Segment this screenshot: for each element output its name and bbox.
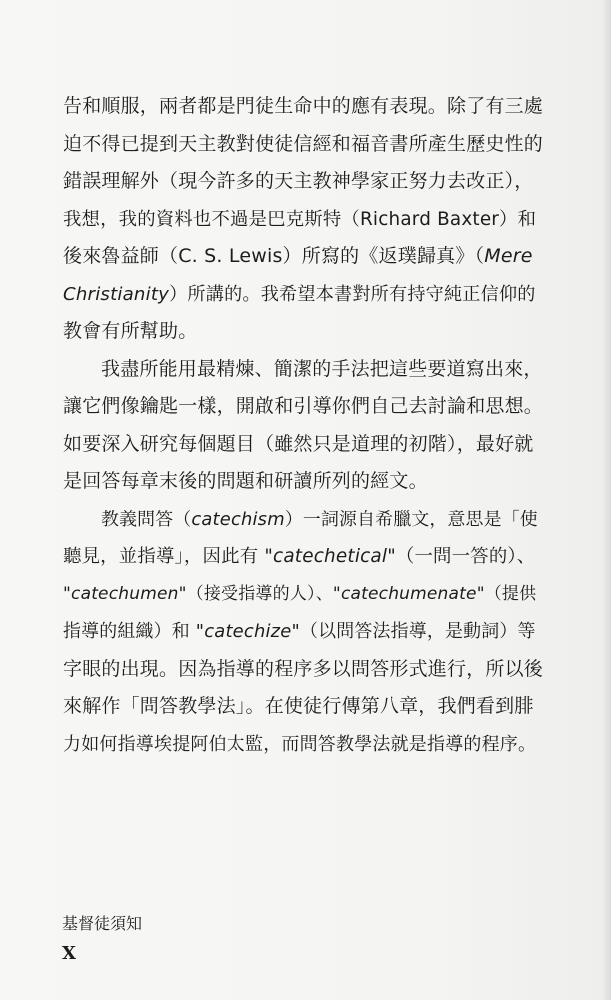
page-edge-shadow — [601, 0, 611, 1000]
text-line: 教會有所幫助。 — [63, 320, 198, 342]
text-line: 力如何指導埃提阿伯太監，而問答教學法就是指導的程序。 — [63, 733, 537, 755]
text-line — [63, 613, 543, 651]
text-segment: 後來魯益師（C. S. Lewis）所寫的《返璞歸真》（ — [63, 245, 485, 267]
text-line: 如要深入研究每個題目（雖然只是道理的初階），最好就 — [63, 432, 534, 455]
text-line: 是回答每章末後的問題和研讀所列的經文。 — [63, 470, 428, 492]
text-segment: " — [63, 583, 72, 604]
text-line — [63, 501, 543, 539]
text-segment: 指導的組織）和 " — [63, 621, 205, 642]
italic-term: catechumen — [71, 583, 179, 604]
text-segment: "（提供 — [476, 583, 537, 604]
italic-book-title: Christianity — [63, 283, 170, 305]
text-line: 我想，我的資料也不過是巴克斯特（Richard Baxter）和 — [63, 208, 537, 230]
running-footer-book-title: 基督徒須知 — [62, 914, 143, 933]
text-segment: 教義問答（ — [101, 508, 192, 530]
italic-term: catechism — [191, 508, 285, 530]
text-segment: 聽見，並指導」，因此有 " — [63, 546, 274, 567]
text-segment: ）一詞源自希臘文，意思是「使 — [284, 508, 538, 530]
paragraph-1 — [63, 88, 543, 351]
text-line — [63, 238, 543, 276]
text-segment: "（以問答法指導，是動詞）等 — [291, 621, 536, 642]
text-line — [63, 576, 543, 614]
text-line: 迫不得已提到天主教對使徒信經和福音書所產生歷史性的 — [63, 132, 544, 155]
text-segment: "（一問一答的）、 — [387, 546, 536, 567]
text-line: 來解作「問答教學法」。在使徒行傳第八章，我們看到腓 — [63, 695, 534, 717]
text-line: 讓它們像鑰匙一樣，開啟和引導你們自己去討論和思想。 — [63, 395, 544, 417]
text-line: 字眼的出現。因為指導的程序多以問答形式進行，所以後 — [63, 657, 544, 680]
text-line: 我盡所能用最精煉、簡潔的手法把這些要道寫出來， — [101, 357, 543, 380]
text-segment: ）所講的。我希望本書對所有持守純正信仰的 — [169, 283, 536, 305]
page-number: X — [62, 943, 76, 964]
italic-term: catechetical — [273, 546, 388, 567]
text-line — [63, 276, 543, 314]
text-line: 告和順服，兩者都是門徒生命中的應有表現。除了有三處 — [63, 95, 544, 117]
body-text — [63, 88, 543, 763]
italic-term: catechize — [204, 621, 292, 642]
paragraph-3 — [63, 501, 543, 764]
paragraph-2 — [63, 351, 543, 501]
italic-book-title: Mere — [484, 245, 533, 267]
italic-term: catechumenate — [340, 583, 477, 604]
text-segment: "（接受指導的人）、" — [178, 583, 341, 604]
text-line: 錯誤理解外（現今許多的天主教神學家正努力去改正）， — [63, 170, 534, 192]
text-line — [63, 538, 543, 576]
